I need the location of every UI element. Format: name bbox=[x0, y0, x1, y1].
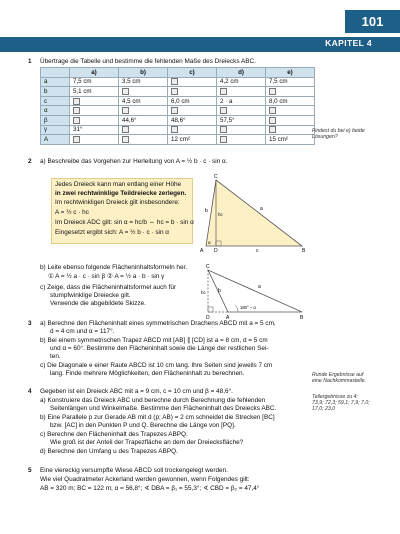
side-note-1-line-1: Findest du bei e) beide bbox=[312, 128, 365, 134]
table-cell: 7,5 cm bbox=[70, 77, 119, 87]
blank-box-icon bbox=[73, 98, 80, 105]
table-cell bbox=[217, 87, 266, 97]
table-cell: 3,5 cm bbox=[119, 77, 168, 87]
table-cell: 15 cm² bbox=[266, 135, 315, 145]
task-4-line-6: c) Berechne den Flächeninhalt des Trapezes ABPQ. bbox=[40, 431, 188, 438]
task-2b-text: b) Leite ebenso folgende Flächeninhaltsformeln her. bbox=[40, 264, 188, 271]
table-row bbox=[41, 106, 315, 116]
blank-box-icon bbox=[269, 117, 276, 124]
table-row bbox=[41, 125, 315, 135]
side-note-4-line-3: 17,0; 23,0 bbox=[312, 406, 336, 412]
fig2-label-D: D bbox=[206, 315, 210, 320]
table-cell bbox=[70, 135, 119, 145]
table-cell bbox=[168, 87, 217, 97]
fig1-label-D: D bbox=[214, 248, 218, 254]
obtuse-triangle-figure bbox=[198, 262, 310, 320]
table-cell bbox=[266, 106, 315, 116]
side-note-1-line-2: Lösungen? bbox=[312, 134, 338, 140]
table-row-label: a bbox=[41, 77, 70, 87]
fig1-label-hc: hc bbox=[218, 212, 223, 217]
table-row-label: A bbox=[41, 135, 70, 145]
task-5-number: 5 bbox=[28, 467, 32, 474]
box-line-5: Im Dreieck ADC gilt: sin α = hc/b ⇔ hc = b · sin α bbox=[55, 219, 194, 226]
table-cell bbox=[70, 96, 119, 106]
table-cell bbox=[217, 125, 266, 135]
blank-box-icon bbox=[122, 88, 129, 95]
blank-box-icon bbox=[73, 117, 80, 124]
fig2-label-A: A bbox=[226, 315, 230, 320]
task-4-line-2: a) Konstruiere das Dreieck ABC und berechne durch Berechnung die fehlenden bbox=[40, 397, 266, 404]
box-line-1: Jedes Dreieck kann man entlang einer Höhe bbox=[55, 181, 182, 188]
table-row bbox=[41, 115, 315, 125]
task-1-text: Übertrage die Tabelle und bestimme die fehlenden Maße des Dreiecks ABC. bbox=[40, 58, 256, 65]
triangle-table bbox=[40, 67, 315, 145]
fig1-label-alpha: α bbox=[208, 240, 211, 245]
task-2b-formulas: ① A = ½ a · c · sin β ② A = ½ a · b · sin γ bbox=[48, 273, 165, 280]
fig1-label-a: a bbox=[260, 206, 263, 212]
table-cell: 44,6° bbox=[119, 115, 168, 125]
task-4-line-4: b) Eine Parallele p zur Gerade AB mit d (p; AB) = 2 cm schneidet die Strecken [BC] bbox=[40, 414, 275, 421]
fig1-label-B: B bbox=[302, 248, 306, 254]
blank-box-icon bbox=[73, 136, 80, 143]
blank-box-icon bbox=[122, 107, 129, 114]
fig2-label-C: C bbox=[206, 264, 210, 270]
box-line-4: A = ½ c · hc bbox=[55, 209, 89, 216]
blank-box-icon bbox=[220, 136, 227, 143]
task-3-line-6: c) Die Diagonale e einer Raute ABCD ist 10 cm lang. Ihre Seiten sind jeweils 7 cm bbox=[40, 362, 273, 369]
blank-box-icon bbox=[171, 126, 178, 133]
table-row-label: b bbox=[41, 87, 70, 97]
table-row bbox=[41, 135, 315, 145]
table-header-cell: c) bbox=[168, 68, 217, 78]
fig1-label-A: A bbox=[200, 248, 204, 254]
blank-box-icon bbox=[220, 126, 227, 133]
table-cell bbox=[217, 135, 266, 145]
blank-box-icon bbox=[122, 136, 129, 143]
task-2a-text: a) Beschreibe das Vorgehen zur Herleitung von A = ½ b · c · sin α. bbox=[40, 158, 228, 165]
table-cell: 6,0 cm bbox=[168, 96, 217, 106]
table-cell: 31° bbox=[70, 125, 119, 135]
task-5-line-3: AB = 320 m; BC = 122 m; α = 56,8°; ∢ DBA = β₁ = 55,3°; ∢ CBD = β₂ = 47,4° bbox=[40, 485, 260, 492]
table-cell: 12 cm² bbox=[168, 135, 217, 145]
table-cell: 5,1 cm bbox=[70, 87, 119, 97]
chapter-banner bbox=[0, 37, 400, 52]
side-note-3-line-1: Runde Ergebnisse auf bbox=[312, 372, 364, 378]
table-cell bbox=[119, 87, 168, 97]
task-5-line-1: Eine viereckig versumpfte Wiese ABCD soll trockengelegt werden. bbox=[40, 467, 228, 474]
task-4-number: 4 bbox=[28, 388, 32, 395]
task-3-number: 3 bbox=[28, 320, 32, 327]
table-cell bbox=[217, 106, 266, 116]
task-3-line-1: a) Berechne den Flächeninhalt eines symmetrischen Drachens ABCD mit a = 5 cm, bbox=[40, 320, 276, 327]
table-cell bbox=[70, 106, 119, 116]
fig1-label-C: C bbox=[214, 174, 218, 180]
blank-box-icon bbox=[269, 126, 276, 133]
task-3-line-5: ten. bbox=[50, 353, 61, 360]
table-header-cell: d) bbox=[217, 68, 266, 78]
task-2-number: 2 bbox=[28, 158, 32, 165]
fig2-label-b: b bbox=[218, 288, 221, 294]
table-cell: 8,0 cm bbox=[266, 96, 315, 106]
blank-box-icon bbox=[171, 78, 178, 85]
box-line-3: Im rechtwinkligen Dreieck gilt insbesondere: bbox=[55, 199, 180, 206]
table-row-label: β bbox=[41, 115, 70, 125]
table-cell bbox=[266, 125, 315, 135]
table-cell bbox=[168, 77, 217, 87]
table-header-cell: e) bbox=[266, 68, 315, 78]
side-note-3-line-2: eine Nachkommastelle. bbox=[312, 378, 366, 384]
fig2-label-hc: hc bbox=[201, 290, 206, 295]
table-cell: 57,5° bbox=[217, 115, 266, 125]
task-2c-line-3: Verwende die abgebildete Skizze. bbox=[50, 300, 146, 307]
table-cell bbox=[168, 106, 217, 116]
task-4-line-5: bzw. [AC] in den Punkten P und Q. Berechne die Länge von [PQ]. bbox=[50, 422, 236, 429]
table-row-label: α bbox=[41, 106, 70, 116]
table-header-cell: b) bbox=[119, 68, 168, 78]
side-note-4-line-2: 73,9; 72,3; 59,1; 7,9; 7,0; bbox=[312, 400, 370, 406]
chapter-title: KAPITEL 4 bbox=[325, 38, 372, 48]
task-3-line-2: d = 4 cm und α = 117°. bbox=[50, 328, 115, 335]
table-cell bbox=[119, 125, 168, 135]
task-4-line-1: Gegeben ist ein Dreieck ABC mit a = 9 cm, c = 10 cm und β = 48,6°. bbox=[40, 388, 233, 395]
task-4-line-3: Seitenlängen und Winkelmaße. Bestimme den Flächeninhalt des Dreiecks ABC. bbox=[50, 405, 277, 412]
blank-box-icon bbox=[122, 126, 129, 133]
blank-box-icon bbox=[171, 107, 178, 114]
blank-box-icon bbox=[220, 107, 227, 114]
table-cell: 48,6° bbox=[168, 115, 217, 125]
task-5-line-2: Wie viel Quadratmeter Ackerland werden gewonnen, wenn Folgendes gilt: bbox=[40, 476, 250, 483]
table-cell bbox=[266, 87, 315, 97]
table-cell: 4,5 cm bbox=[119, 96, 168, 106]
table-cell bbox=[70, 115, 119, 125]
table-cell bbox=[119, 135, 168, 145]
task-2c-line-1: c) Zeige, dass die Flächeninhaltsformel auch für bbox=[40, 284, 177, 291]
page-number: 101 bbox=[345, 10, 400, 33]
fig2-label-B: B bbox=[300, 315, 304, 320]
table-cell bbox=[119, 106, 168, 116]
table-row bbox=[41, 96, 315, 106]
table-row-label: c bbox=[41, 96, 70, 106]
box-line-2: in zwei rechtwinklige Teildreiecke zerlegen. bbox=[55, 190, 187, 197]
table-row bbox=[41, 77, 315, 87]
fig2-label-a: a bbox=[258, 284, 261, 290]
task-4-line-7: Wie groß ist der Anteil der Trapezfläche an dem der Dreiecksfläche? bbox=[50, 439, 244, 446]
task-2c-line-2: stumpfwinklige Dreiecke gilt. bbox=[50, 292, 131, 299]
table-header-cell: a) bbox=[70, 68, 119, 78]
task-3-line-3: b) Bei einem symmetrischen Trapez ABCD mit [AB] ∥ [CD] ist a = 8 cm, d = 5 cm bbox=[40, 337, 268, 344]
task-3-line-4: und α = 60°. Bestimme den Flächeninhalt sowie die Länge der restlichen Sei- bbox=[50, 345, 269, 352]
table-cell: 7,5 cm bbox=[266, 77, 315, 87]
side-note-4-line-1: Teilergebnisse zu 4: bbox=[312, 394, 358, 400]
fig1-label-b: b bbox=[205, 208, 208, 214]
right-triangle-figure bbox=[198, 172, 310, 254]
table-cell: 4,2 cm bbox=[217, 77, 266, 87]
table-cell bbox=[168, 125, 217, 135]
task-1-number: 1 bbox=[28, 58, 32, 65]
table-header-cell bbox=[41, 68, 70, 78]
blank-box-icon bbox=[269, 88, 276, 95]
table-row-label: γ bbox=[41, 125, 70, 135]
table-row bbox=[41, 87, 315, 97]
blank-box-icon bbox=[269, 107, 276, 114]
fig1-label-c: c bbox=[256, 248, 259, 254]
task-4-line-8: d) Berechne den Umfang u des Trapezes ABPQ. bbox=[40, 448, 178, 455]
table-cell: 2 · a bbox=[217, 96, 266, 106]
blank-box-icon bbox=[73, 107, 80, 114]
box-line-6: Eingesetzt ergibt sich: A = ½ b · c · sin α bbox=[55, 229, 169, 236]
table-header-row bbox=[41, 68, 315, 78]
blank-box-icon bbox=[171, 88, 178, 95]
fig2-label-angle: 180° − α bbox=[240, 305, 256, 310]
blank-box-icon bbox=[220, 88, 227, 95]
table-cell bbox=[266, 115, 315, 125]
task-3-line-7: lang. Finde mehrere Möglichkeiten, den Flächeninhalt zu berechnen. bbox=[50, 370, 245, 377]
